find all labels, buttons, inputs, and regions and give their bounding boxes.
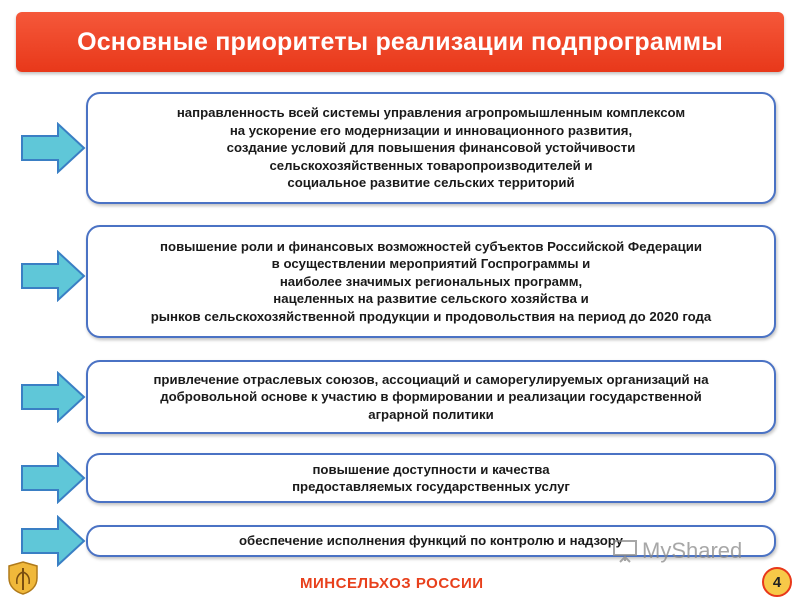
presentation-icon xyxy=(612,538,638,564)
ministry-name: МИНСЕЛЬХОЗ РОССИИ xyxy=(300,575,484,592)
page-number-badge xyxy=(762,567,792,597)
page-number: 4 xyxy=(772,573,782,591)
priority-text: повышение роли и финансовых возможностей субъектов Российской Федерации в осуществлении мероприятий Госпрограммы и наиболее значимых региональных программ, нацеленных на развитие сельского хозяйства и рынков сельскохозяйственной продукции и продовольствия на период до 2020 года xyxy=(150,238,712,324)
watermark xyxy=(612,538,742,564)
priority-box-4 xyxy=(86,453,776,503)
priority-text: привлечение отраслевых союзов, ассоциаций и саморегулируемых организаций на добровольной основе к участию в формировании и реализации государственной аграрной политики xyxy=(153,371,709,422)
ministry-emblem-icon xyxy=(6,560,40,596)
arrow-right-icon xyxy=(20,122,86,174)
priority-box-2 xyxy=(86,225,776,338)
page-title: Основные приоритеты реализации подпрограммы xyxy=(77,27,723,56)
priority-text: обеспечение исполнения функций по контролю и надзору xyxy=(239,533,623,549)
priority-text: направленность всей системы управления агропромышленным комплексом на ускорение его модернизации и инновационного развития, создание условий для повышения финансовой устойчивости сельскохозяйственных товаропроизводителей и социальное развитие сельских территорий xyxy=(176,105,686,191)
title-bar xyxy=(16,12,784,72)
priority-box-1 xyxy=(86,92,776,204)
priority-box-3 xyxy=(86,360,776,434)
priority-text: повышение доступности и качества предоставляемых государственных услуг xyxy=(292,461,570,494)
watermark-text: MyShared xyxy=(642,538,743,563)
arrow-right-icon xyxy=(20,371,86,423)
arrow-right-icon xyxy=(20,452,86,504)
arrow-right-icon xyxy=(20,250,86,302)
